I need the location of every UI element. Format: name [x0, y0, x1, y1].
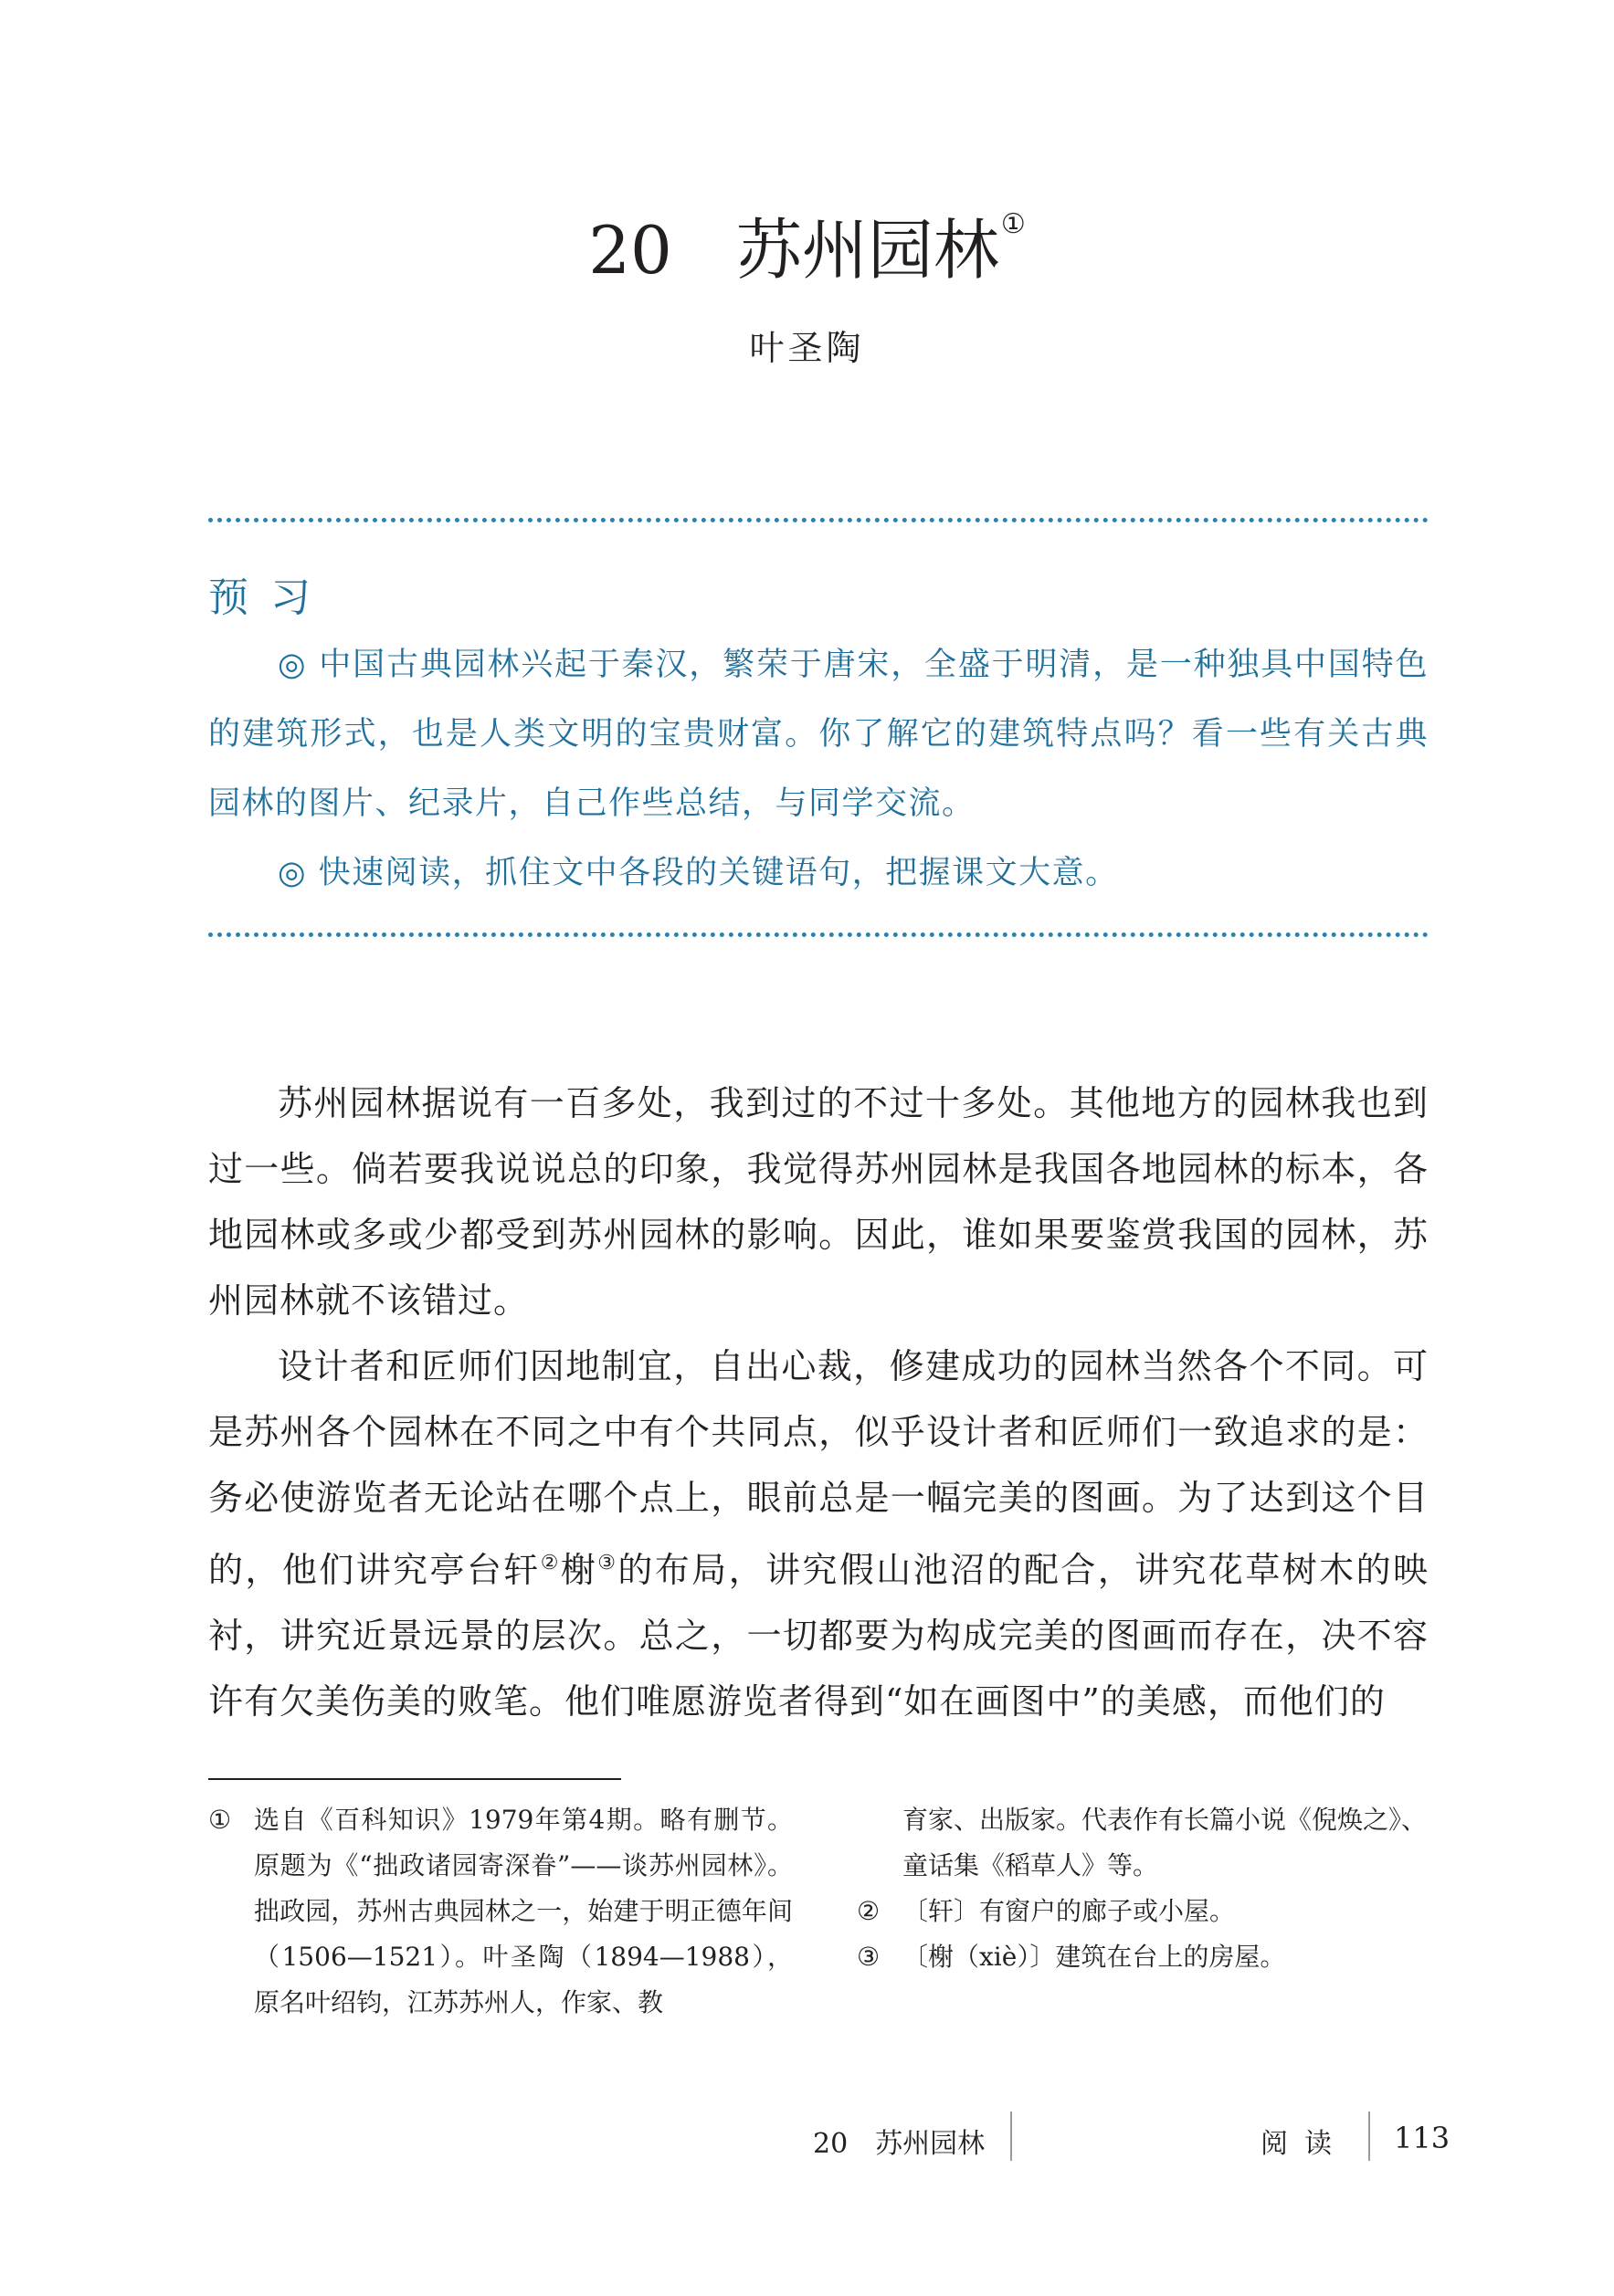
- main-text: [208, 1070, 1429, 1734]
- footnote-1: [208, 1797, 793, 2026]
- footnote-rule: [208, 1778, 621, 1780]
- paragraph-2: [208, 1333, 1429, 1734]
- footnote-2-marker: ②: [857, 1896, 881, 1926]
- preview-bottom-divider: [208, 932, 1429, 937]
- footnote-1-text: 选自《百科知识》1979年第4期。略有删节。原题为《“拙政诸园寄深眷”——谈苏州园林》。拙政园，苏州古典园林之一，始建于明正德年间（1506—1521）。叶圣陶（1894—1988），原名叶绍钧，江苏苏州人，作家、教: [254, 1805, 793, 2017]
- preview-item: ◎ 中国古典园林兴起于秦汉，繁荣于唐宋，全盛于明清，是一种独具中国特色的建筑形式，也是人类文明的宝贵财富。你了解它的建筑特点吗？看一些有关古典园林的图片、纪录片，自己作些总结，与同学交流。: [208, 647, 1429, 822]
- footnote-2: [857, 1889, 1429, 1934]
- paragraph-1: 苏州园林据说有一百多处，我到过的不过十多处。其他地方的园林我也到过一些。倘若要我说说总的印象，我觉得苏州园林是我国各地园林的标本，各地园林或多或少都受到苏州园林的影响。因此，谁如果要鉴赏我国的园林，苏州园林就不该错过。: [208, 1083, 1429, 1321]
- paragraph-2-part-b: 榭: [560, 1550, 598, 1590]
- author-name: 叶圣陶: [749, 328, 865, 368]
- footer-chapter: 20 苏州园林: [813, 2128, 986, 2160]
- lesson-title: [0, 179, 1614, 296]
- footer-divider: [1368, 2112, 1370, 2161]
- footer-section: 阅读: [1261, 2128, 1348, 2160]
- footnote-1-continued: 育家、出版家。代表作有长篇小说《倪焕之》、童话集《稻草人》等。: [902, 1805, 1428, 1880]
- footnotes-right-column: [857, 1797, 1429, 1980]
- footnote-3-marker: ③: [857, 1942, 881, 1972]
- paragraph-2-part-a: 设计者和匠师们因地制宜，自出心裁，修建成功的园林当然各个不同。可是苏州各个园林在不同之中有个共同点，似乎设计者和匠师们一致追求的是：务必使游览者无论站在哪个点上，眼前总是一幅完美的图画。为了达到这个目的，他们讲究亭台轩: [208, 1346, 1429, 1590]
- lesson-number: 20: [588, 212, 672, 289]
- lesson-title-text: 苏州园林: [735, 212, 999, 289]
- footnotes-left-column: [208, 1797, 793, 2026]
- footnote-marker-2[interactable]: ②: [540, 1552, 561, 1575]
- preview-heading: 预习: [208, 574, 332, 621]
- footnote-3: [857, 1934, 1429, 1980]
- footnote-1-marker: ①: [208, 1805, 232, 1835]
- paragraph-2-part-c: 的布局，讲究假山池沼的配合，讲究花草树木的映衬，讲究近景远景的层次。总之，一切都要为构成完美的图画而存在，决不容许有欠美伤美的败笔。他们唯愿游览者得到“如在画图中”的美感，而他们的: [208, 1550, 1429, 1722]
- footnote-2-text: 〔轩〕有窗户的廊子或小屋。: [902, 1896, 1236, 1926]
- preview-top-divider: [208, 518, 1429, 522]
- footnote-marker-3[interactable]: ③: [597, 1552, 618, 1575]
- footer-divider: [1010, 2112, 1012, 2161]
- title-footnote-marker[interactable]: ①: [1000, 208, 1026, 240]
- preview-item: ◎ 快速阅读，抓住文中各段的关键语句，把握课文大意。: [278, 855, 1119, 891]
- preview-body: [208, 630, 1429, 908]
- footnote-3-text: 〔榭（xiè）〕建筑在台上的房屋。: [902, 1942, 1286, 1972]
- page-number: 113: [1394, 2121, 1450, 2155]
